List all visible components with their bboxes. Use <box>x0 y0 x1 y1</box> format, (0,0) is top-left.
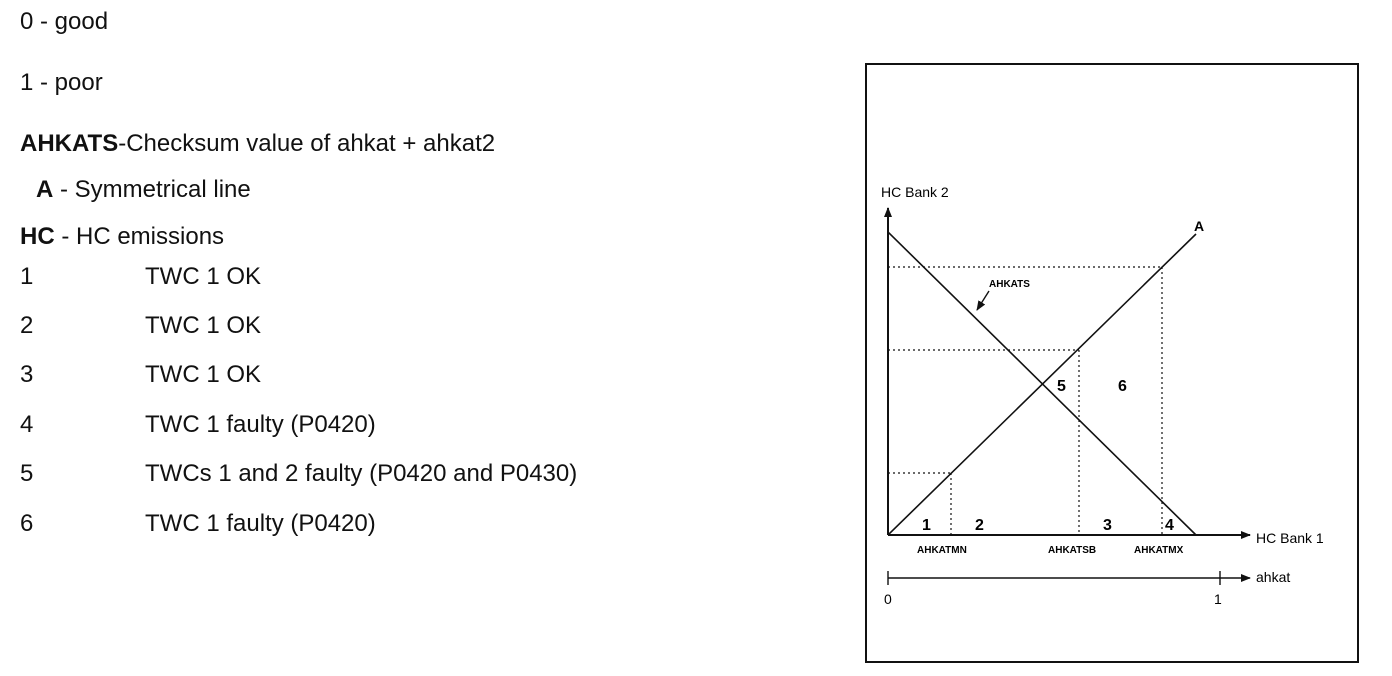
zone-3-description: TWC 1 OK <box>145 361 262 388</box>
zone-label-1: 1 <box>922 517 931 534</box>
ahkat-scale-end: 1 <box>1214 591 1222 607</box>
zone-2-description: TWC 1 OK <box>145 312 262 339</box>
y-axis-label: HC Bank 2 <box>881 184 949 200</box>
zone-label-5: 5 <box>1057 378 1066 395</box>
zone-6-description: TWC 1 faulty (P0420) <box>145 510 376 537</box>
symmetry-line-label: A <box>1194 218 1205 234</box>
zone-label-3: 3 <box>1103 517 1112 534</box>
zone-5-number: 5 <box>20 460 34 487</box>
zone-4-description: TWC 1 faulty (P0420) <box>145 411 376 438</box>
ahkat-scale-label: ahkat <box>1256 569 1291 585</box>
hc-term: HC <box>20 223 55 250</box>
ahkats-description: -Checksum value of ahkat + ahkat2 <box>118 130 496 157</box>
quality-good-text: 0 - good <box>20 8 109 35</box>
threshold-min-label: AHKATMN <box>917 545 967 556</box>
threshold-sb-label: AHKATSB <box>1048 545 1097 556</box>
zone-1-description: TWC 1 OK <box>145 263 262 290</box>
zone-label-6: 6 <box>1118 378 1127 395</box>
ahkats-pointer-arrow <box>977 291 989 310</box>
zone-2-number: 2 <box>20 312 34 339</box>
threshold-max-label: AHKATMX <box>1134 545 1184 556</box>
zone-6-number: 6 <box>20 510 34 537</box>
x-axis-label: HC Bank 1 <box>1256 530 1324 546</box>
zone-4-number: 4 <box>20 411 34 438</box>
ahkats-term: AHKATS <box>20 130 119 157</box>
zone-3-number: 3 <box>20 361 34 388</box>
zone-5-description: TWCs 1 and 2 faulty (P0420 and P0430) <box>145 460 578 487</box>
quality-poor-text: 1 - poor <box>20 69 103 96</box>
zone-label-4: 4 <box>1165 517 1174 534</box>
checksum-line-label: AHKATS <box>989 279 1030 290</box>
a-term: A <box>36 176 54 203</box>
a-description: - Symmetrical line <box>60 176 251 203</box>
ahkat-scale-start: 0 <box>884 591 892 607</box>
hc-description: - HC emissions <box>61 223 225 250</box>
zone-1-number: 1 <box>20 263 34 290</box>
zone-label-2: 2 <box>975 517 984 534</box>
